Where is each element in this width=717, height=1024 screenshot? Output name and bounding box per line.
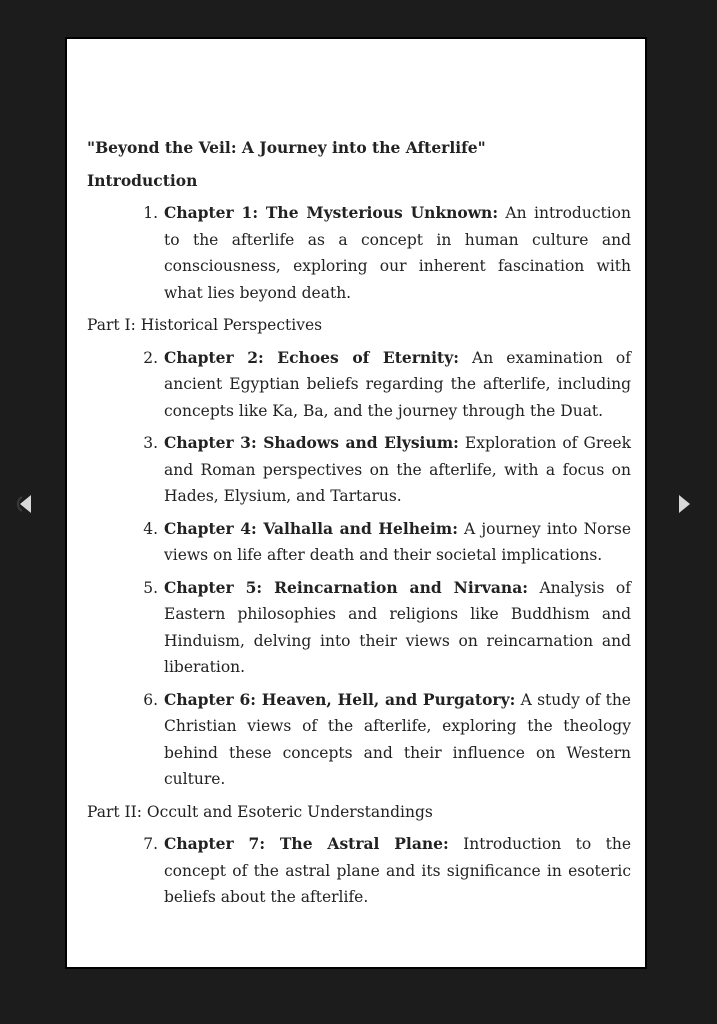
part-heading: Part I: Historical Perspectives	[87, 316, 323, 334]
chapter-description: Analysis of Eastern philosophies and religions like Buddhism and Hinduism, delving into their views on reincarnation and liberation.	[164, 578, 631, 676]
chapter-number: 1.	[143, 204, 158, 222]
chapter-number: 3.	[143, 434, 158, 452]
chapter-description: Introduction to the concept of the astral plane and its significance in esoteric beliefs about the afterlife.	[164, 835, 632, 906]
chapter-number: 6.	[143, 690, 158, 709]
chapter-list	[87, 831, 631, 911]
chapter-number: 5.	[143, 578, 158, 597]
chapter-heading: Chapter 6: Heaven, Hell, and Purgatory:	[164, 689, 516, 709]
chapter-description: An introduction to the afterlife as a concept in human culture and consciousness, exploring our inherent fascination with what lies beyond death.	[164, 204, 631, 302]
chapter-list	[87, 345, 631, 793]
chapter-item	[87, 200, 631, 306]
chapter-description: Exploration of Greek and Roman perspectives on the afterlife, with a focus on Hades, Elysium, and Tartarus.	[164, 434, 631, 505]
chapter-description: A study of the Christian views of the afterlife, exploring the theology behind these concepts and their influence on Western culture.	[164, 690, 631, 788]
chapter-description: An examination of ancient Egyptian beliefs regarding the afterlife, including concepts like Ka, Ba, and the journey through the Duat.	[164, 348, 631, 420]
chapter-item	[87, 831, 631, 911]
part-heading: Part II: Occult and Esoteric Understandings	[87, 802, 433, 821]
chapter-description: A journey into Norse views on life after death and their societal implications.	[164, 519, 631, 564]
triangle-left-icon	[16, 494, 36, 514]
chapter-heading: Chapter 1: The Mysterious Unknown:	[164, 203, 499, 222]
chapter-number: 7.	[143, 835, 158, 853]
chapter-item	[87, 575, 631, 681]
chapter-item	[87, 430, 631, 510]
chapter-heading: Chapter 2: Echoes of Eternity:	[164, 347, 459, 367]
book-title: "Beyond the Veil: A Journey into the Afterlife"	[87, 138, 486, 157]
book-page	[65, 37, 647, 969]
triangle-right-icon	[676, 494, 696, 514]
chapter-heading: Chapter 7: The Astral Plane:	[164, 834, 449, 853]
chapter-item	[87, 687, 631, 793]
chapter-list	[87, 200, 631, 306]
chapter-item	[87, 345, 631, 425]
previous-page-button[interactable]	[16, 494, 36, 514]
introduction-heading: Introduction	[87, 170, 198, 190]
chapter-number: 4.	[143, 519, 158, 538]
page-content	[87, 135, 631, 917]
chapter-number: 2.	[143, 348, 158, 367]
chapter-heading: Chapter 5: Reincarnation and Nirvana:	[164, 577, 528, 597]
chapter-heading: Chapter 4: Valhalla and Helheim:	[164, 518, 458, 538]
chapter-item	[87, 516, 631, 569]
next-page-button[interactable]	[676, 494, 696, 514]
chapter-heading: Chapter 3: Shadows and Elysium:	[164, 433, 459, 452]
